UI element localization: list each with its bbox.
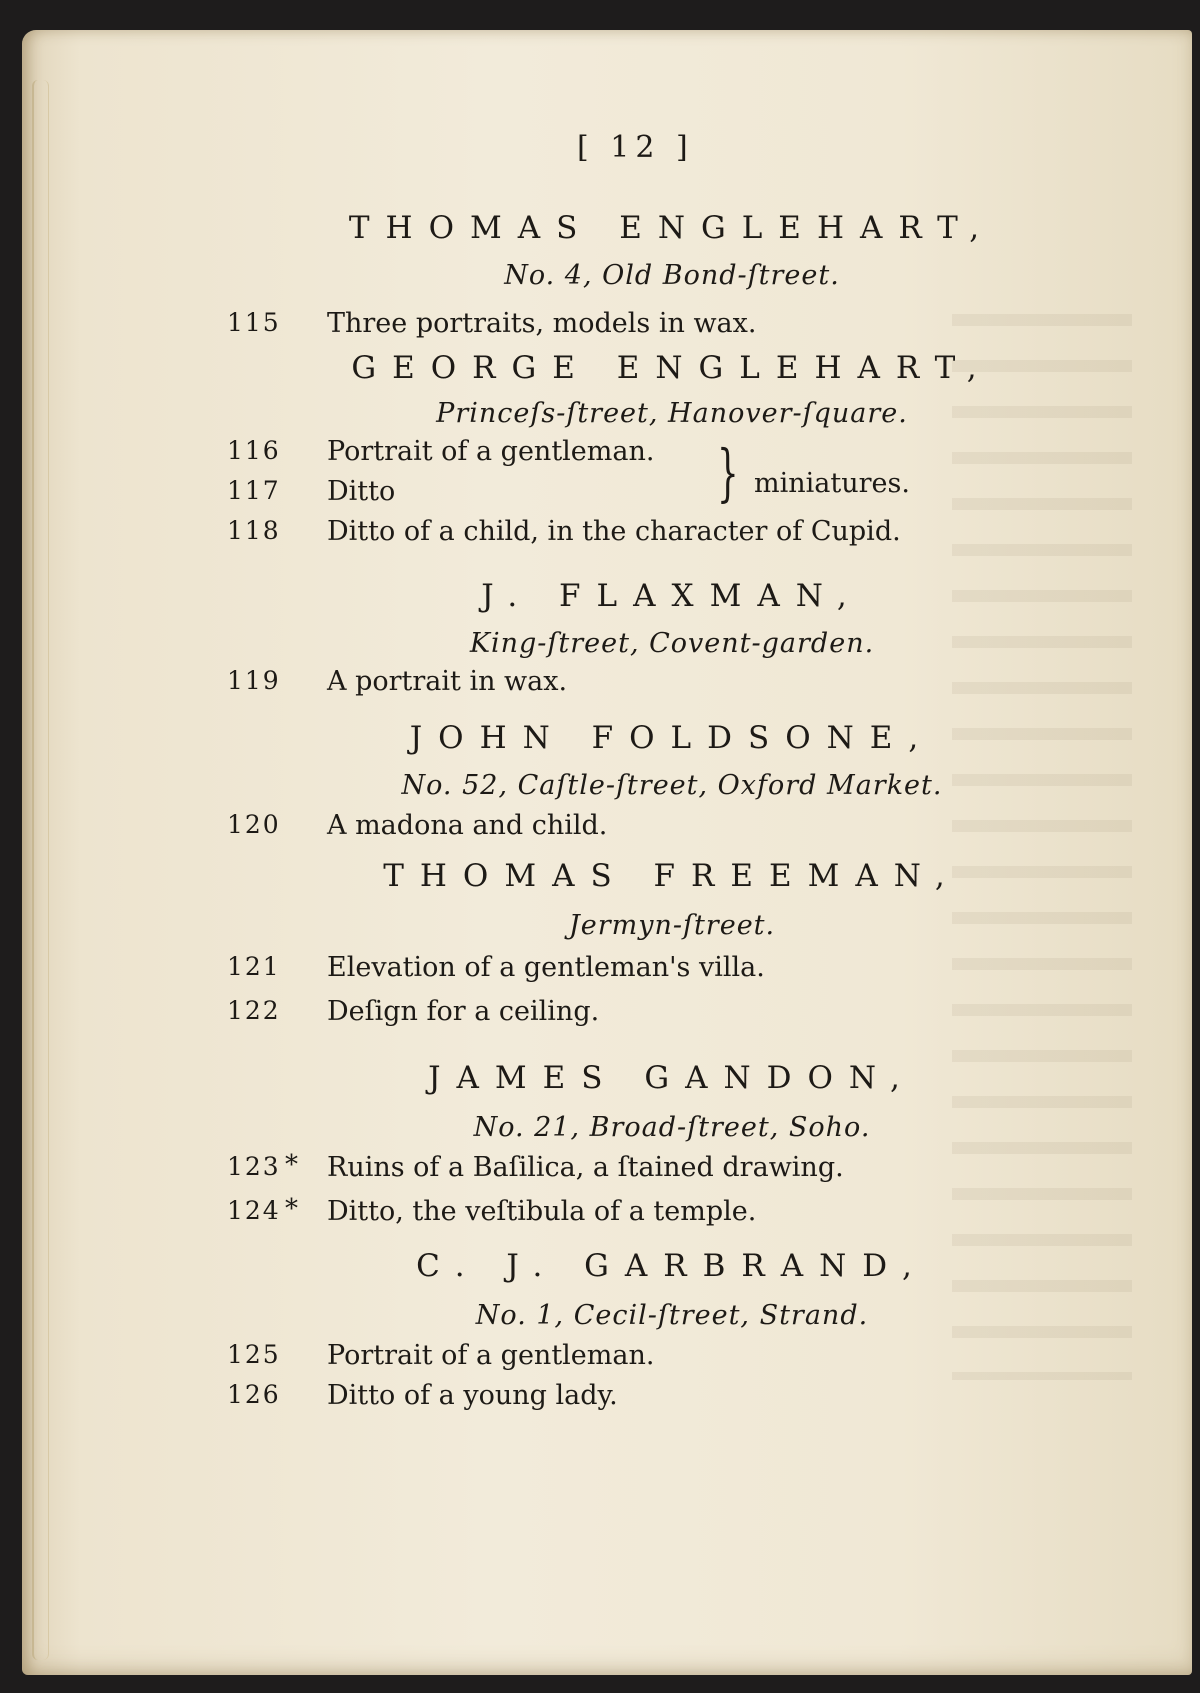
exhibitor-address: No. 21, Broad-ſtreet, Soho.	[473, 1112, 871, 1143]
catalogue-entry	[227, 952, 1127, 988]
entry-description: Three portraits, models in wax.	[327, 308, 757, 339]
catalogue-entry	[227, 996, 1127, 1032]
exhibitor-address: Jermyn-ſtreet.	[568, 910, 776, 941]
exhibitor-name: JOHN FOLDSONE,	[409, 720, 935, 756]
grouping-brace: }	[717, 436, 739, 509]
exhibitor-name: J. FLAXMAN,	[481, 578, 863, 614]
entry-number: 123	[227, 1152, 281, 1181]
catalogue-entry	[227, 1340, 1127, 1376]
exhibitor-name: THOMAS ENGLEHART,	[348, 210, 996, 246]
entry-description: Deſign for a ceiling.	[327, 996, 600, 1027]
entry-description: A portrait in wax.	[327, 666, 568, 697]
entry-description: A madona and child.	[327, 810, 608, 841]
entry-description: Ditto	[327, 476, 396, 507]
entry-description: Ditto of a child, in the character of Cupid.	[327, 516, 901, 547]
entry-description: Portrait of a gentleman.	[327, 436, 655, 467]
entry-number: 124	[227, 1196, 281, 1225]
catalogue-entry	[227, 476, 1127, 512]
exhibitor-name: GEORGE ENGLEHART,	[351, 350, 993, 386]
entry-number: 115	[227, 308, 281, 337]
catalogue-page	[22, 30, 1192, 1675]
entry-description: Portrait of a gentleman.	[327, 1340, 655, 1371]
entry-description: Ditto of a young lady.	[327, 1380, 618, 1411]
exhibitor-address: No. 52, Caſtle-ſtreet, Oxford Market.	[401, 770, 943, 801]
catalogue-entry	[227, 1152, 1127, 1188]
exhibitor-name: JAMES GANDON,	[428, 1060, 916, 1096]
entry-number: 126	[227, 1380, 281, 1409]
group-note: miniatures.	[754, 468, 910, 499]
catalogue-entry	[227, 1196, 1127, 1232]
entry-number: 125	[227, 1340, 281, 1369]
exhibitor-address: King-ſtreet, Covent-garden.	[469, 628, 875, 659]
exhibitor-name: THOMAS FREEMAN,	[383, 858, 961, 894]
entry-number: 122	[227, 996, 281, 1025]
catalogue-entry	[227, 516, 1127, 552]
page-number: [ 12 ]	[577, 130, 694, 165]
exhibitor-address: No. 4, Old Bond-ſtreet.	[504, 260, 840, 291]
entry-number: 120	[227, 810, 281, 839]
entry-number: 118	[227, 516, 281, 545]
entry-mark: *	[285, 1194, 298, 1224]
exhibitor-address: Princeſs-ſtreet, Hanover-ſquare.	[436, 398, 908, 429]
entry-description: Elevation of a gentleman's villa.	[327, 952, 765, 983]
catalogue-entry	[227, 1380, 1127, 1416]
page-text	[22, 30, 1192, 1675]
catalogue-entry	[227, 666, 1127, 702]
entry-number: 117	[227, 476, 281, 505]
entry-number: 121	[227, 952, 281, 981]
catalogue-entry	[227, 436, 1127, 472]
catalogue-entry	[227, 810, 1127, 846]
exhibitor-address: No. 1, Cecil-ſtreet, Strand.	[475, 1300, 869, 1331]
entry-description: Ditto, the veſtibula of a temple.	[327, 1196, 757, 1227]
entry-mark: *	[285, 1150, 298, 1180]
entry-number: 116	[227, 436, 281, 465]
exhibitor-name: C. J. GARBRAND,	[416, 1248, 928, 1284]
catalogue-entry	[227, 308, 1127, 344]
entry-description: Ruins of a Baſilica, a ſtained drawing.	[327, 1152, 844, 1183]
entry-number: 119	[227, 666, 281, 695]
